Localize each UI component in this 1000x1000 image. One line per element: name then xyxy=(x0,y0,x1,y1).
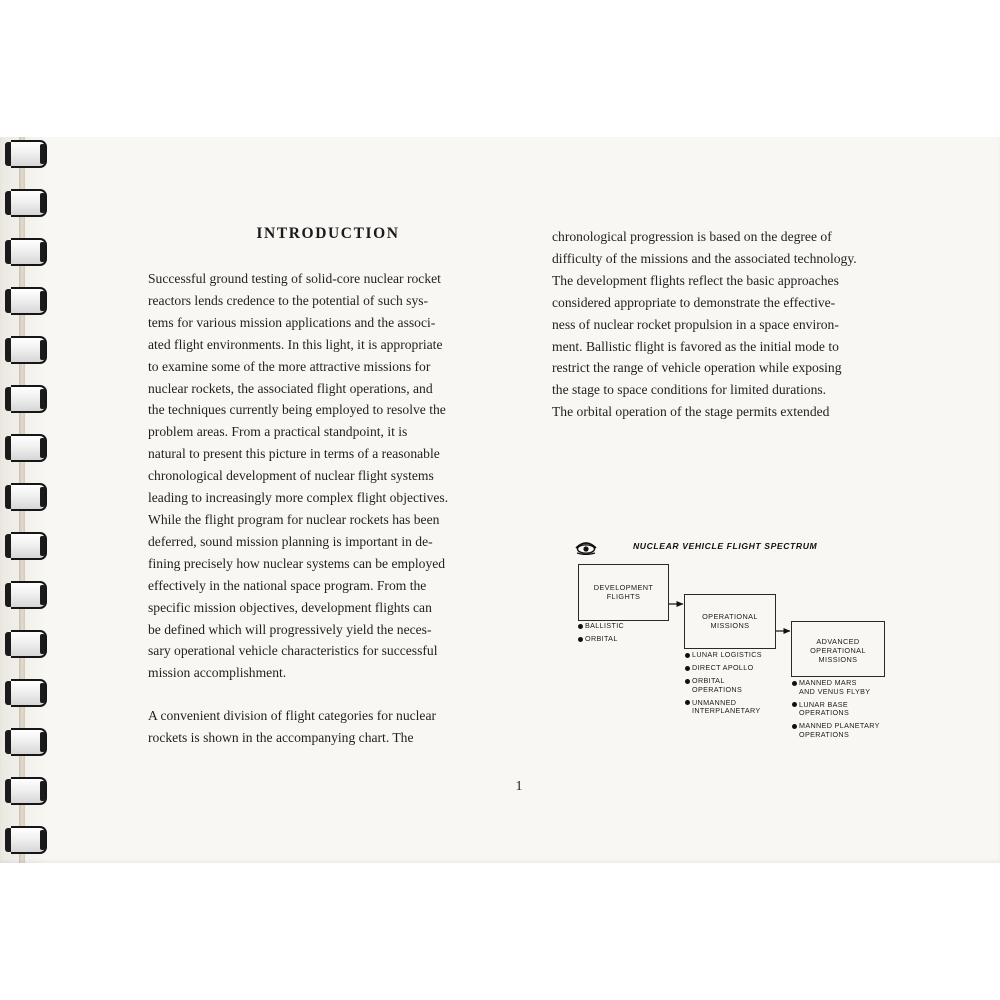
page-heading: INTRODUCTION xyxy=(256,225,400,242)
mission-item-text: BALLISTIC xyxy=(585,621,625,630)
mission-item-text: OPERATIONS xyxy=(799,708,850,718)
text-line: difficulty of the missions and the associated technology. xyxy=(552,250,857,266)
text-line: nuclear rockets, the associated flight operations, and xyxy=(148,380,433,396)
bullet-icon xyxy=(685,700,690,705)
text-line: reactors lends credence to the potential of such sys- xyxy=(148,292,429,308)
operational-missions-list xyxy=(685,651,762,720)
mission-item-text: ORBITAL xyxy=(692,675,725,685)
bullet-icon xyxy=(685,653,690,658)
binding-coil xyxy=(5,728,49,756)
text-line: mission accomplishment. xyxy=(148,665,287,681)
binding-coil xyxy=(5,826,49,854)
text-line: considered appropriate to demonstrate the effective- xyxy=(552,294,836,310)
mission-item-text: ORBITAL xyxy=(585,633,618,643)
diagram-title: NUCLEAR VEHICLE FLIGHT SPECTRUM xyxy=(633,541,818,551)
binding-coil xyxy=(5,483,49,511)
box-label-line: FLIGHTS xyxy=(606,592,641,601)
mission-item-text: AND VENUS FLYBY xyxy=(799,686,871,696)
intro-paragraph-2 xyxy=(148,705,512,749)
binding-coil xyxy=(5,581,49,609)
mission-list-item xyxy=(792,701,880,718)
mission-item-text: DIRECT APOLLO xyxy=(692,662,754,672)
binding-coil xyxy=(5,189,49,217)
binding-coil xyxy=(5,630,49,658)
box-label-line: OPERATIONAL xyxy=(702,612,758,621)
mission-item-text: UNMANNED xyxy=(692,697,737,707)
intro-paragraph-1 xyxy=(148,268,512,684)
binding-coil xyxy=(5,238,49,266)
text-line: chronological progression is based on the degree of xyxy=(552,229,832,244)
advanced-operational-missions-box xyxy=(791,621,885,677)
right-column xyxy=(552,226,912,423)
mission-item-text: MANNED MARS xyxy=(799,678,857,687)
text-line: Successful ground testing of solid-core nuclear rocket xyxy=(148,271,441,286)
diagram-header xyxy=(575,539,875,555)
intro-paragraph-3 xyxy=(552,226,912,423)
mission-item-text: MANNED PLANETARY xyxy=(799,721,880,731)
text-line: effectively in the national space program. From the xyxy=(148,577,427,593)
mission-item-text: LUNAR BASE xyxy=(799,699,849,709)
binding-coil xyxy=(5,777,49,805)
text-line: The development flights reflect the basic approaches xyxy=(552,272,839,288)
text-line: to examine some of the more attractive missions for xyxy=(148,358,431,374)
binding-coil xyxy=(5,140,49,168)
text-line: ated flight environments. In this light, it is appropriate xyxy=(148,336,443,352)
text-line: tems for various mission applications and the associ- xyxy=(148,314,436,330)
mission-list-item xyxy=(578,635,624,644)
bullet-icon xyxy=(685,666,690,671)
box-label-line: ADVANCED xyxy=(816,637,860,646)
text-line: fining precisely how nuclear systems can be employed xyxy=(148,555,446,571)
mission-list-item xyxy=(685,651,762,660)
text-line: natural to present this picture in terms of a reasonable xyxy=(148,446,440,462)
text-line: ment. Ballistic flight is favored as the initial mode to xyxy=(552,338,839,354)
text-line: deferred, sound mission planning is important in de- xyxy=(148,533,433,549)
bullet-icon xyxy=(685,679,690,684)
text-line: rockets is shown in the accompanying chart. The xyxy=(148,730,414,746)
box-label-line: MISSIONS xyxy=(818,655,858,664)
bullet-icon xyxy=(792,724,797,729)
mission-list-item xyxy=(685,699,762,716)
mission-item-text: OPERATIONS xyxy=(799,729,850,739)
bullet-icon xyxy=(792,681,797,686)
binding-coil xyxy=(5,287,49,315)
text-line: While the flight program for nuclear rockets has been xyxy=(148,511,440,527)
mission-item-text: INTERPLANETARY xyxy=(692,706,761,716)
mission-item-text: LUNAR LOGISTICS xyxy=(692,650,762,659)
development-flights-list xyxy=(578,622,624,648)
binding-coil xyxy=(5,679,49,707)
operational-missions-box xyxy=(684,594,776,649)
binding-coil xyxy=(5,434,49,462)
mission-list-item xyxy=(578,622,624,631)
mission-list-item xyxy=(685,664,762,673)
bullet-icon xyxy=(578,637,583,642)
text-line: be defined which will progressively yield the neces- xyxy=(148,621,432,637)
text-line: sary operational vehicle characteristics for successful xyxy=(148,643,438,659)
text-line: problem areas. From a practical standpoint, it is xyxy=(148,424,408,440)
text-line: chronological development of nuclear flight systems xyxy=(148,468,434,484)
mission-list-item xyxy=(685,677,762,694)
bullet-icon xyxy=(578,624,583,629)
text-line: restrict the range of vehicle operation while exposing xyxy=(552,360,842,376)
mission-list-item xyxy=(792,722,880,739)
text-line: the stage to space conditions for limited durations. xyxy=(552,382,827,398)
box-label-line: OPERATIONAL xyxy=(810,646,866,655)
bullet-icon xyxy=(792,702,797,707)
mission-item-text: OPERATIONS xyxy=(692,684,743,694)
text-line: specific mission objectives, development flights can xyxy=(148,599,432,615)
text-line: ness of nuclear rocket propulsion in a space environ- xyxy=(552,316,839,332)
box-label-line: DEVELOPMENT xyxy=(593,583,654,592)
binding-coil xyxy=(5,532,49,560)
page-number: 1 xyxy=(515,779,523,794)
text-line: A convenient division of flight categories for nuclear xyxy=(148,708,437,724)
advanced-missions-list xyxy=(792,679,880,744)
text-line: leading to increasingly more complex flight objectives. xyxy=(148,490,449,506)
binding-coil xyxy=(5,385,49,413)
box-label-line: MISSIONS xyxy=(710,621,750,630)
binding-coil xyxy=(5,336,49,364)
left-column xyxy=(148,268,512,749)
text-line: The orbital operation of the stage permits extended xyxy=(552,404,830,420)
nerva-eye-emblem-icon xyxy=(575,539,597,555)
text-line: the techniques currently being employed to resolve the xyxy=(148,402,446,418)
mission-list-item xyxy=(792,679,880,696)
development-flights-box xyxy=(578,564,669,621)
